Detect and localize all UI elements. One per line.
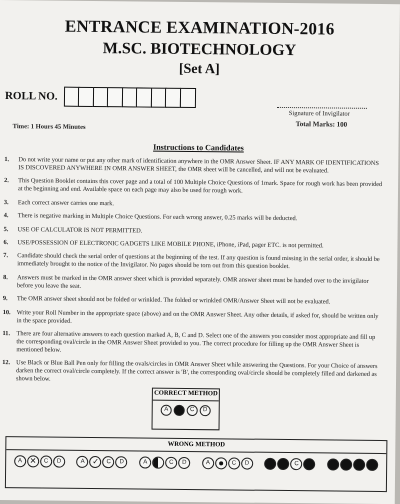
bubble-d: D [53, 456, 65, 468]
instruction-item [3, 309, 383, 329]
roll-number-label: ROLL NO. [4, 90, 58, 103]
wrong-method-label: WRONG METHOD [6, 437, 386, 454]
ring-bubble: C [291, 458, 303, 470]
instruction-number: 4. [3, 212, 9, 220]
instruction-item [4, 226, 384, 238]
exam-time: Time: 1 Hours 45 Minutes [12, 123, 86, 131]
filled-bubble [366, 459, 378, 471]
ticked-bubble [90, 456, 102, 468]
exam-subject: M.SC. BIOTECHNOLOGY [102, 40, 297, 60]
correct-method-box [152, 388, 220, 431]
dotted-bubble [215, 457, 227, 469]
instruction-text: Candidate should check the serial order of questions at the beginning of the test. If any question is found missing in the serial order, it should be immediately brought to the notice of the Invigilator. No pages should be torn out from this question booklet. [17, 252, 380, 271]
bubble-d: D [200, 405, 211, 416]
bubble-c: C [40, 455, 52, 467]
bubble-a: A [77, 456, 89, 468]
instruction-text: Answers must be marked in the OMR answer sheet which is provided separately. OMR answer sheet must be handed over to the invigilator before you leave the seat. [16, 273, 369, 290]
instruction-number: 6. [3, 239, 9, 247]
bubble-b-filled: B [174, 404, 185, 415]
wrong-method-box [5, 436, 388, 492]
bubble-a: A [139, 456, 151, 468]
signature-line [277, 107, 367, 109]
wrong-example-4 [202, 457, 253, 470]
filled-bubble [265, 458, 277, 470]
instruction-text: There are four alternative answers to each question marked A, B, C and D. Select one of the answers you consider most appropriate and fill up the corresponding oval/circle in the OMR Answer Sheet provided to you. The correct procedure for filling up the OMR Answer Sheet is mentioned below. [16, 330, 376, 354]
instruction-text: Use Black or Blue Ball Pen only for filling the ovals/circles in OMR Answer Sheet while answering the Questions. For your Choice of answers darken the correct oval/circle completely. If the correct answer is 'B', the corresponding oval/circle should be completely filled and darkened as shown below. [15, 359, 378, 383]
wrong-example-2 [77, 456, 128, 469]
roll-number-box [179, 88, 195, 108]
instruction-number: 7. [3, 252, 9, 260]
instructions-list [2, 156, 384, 393]
total-marks: Total Marks: 100 [295, 120, 348, 129]
bubble-a: A [161, 404, 172, 415]
instruction-number: 2. [4, 177, 9, 185]
crossed-bubble [27, 455, 39, 467]
instruction-item [2, 359, 382, 387]
correct-method-bubbles [153, 404, 219, 416]
instruction-item [4, 156, 384, 176]
instruction-number: 11. [2, 329, 11, 338]
bubble-c: C [103, 456, 115, 468]
filled-bubble [327, 458, 339, 470]
wrong-example-1 [14, 455, 65, 468]
exam-set: [Set A] [178, 61, 220, 78]
wrong-example-3 [139, 456, 190, 469]
roll-number-field [5, 86, 194, 108]
bubble-d: D [241, 458, 253, 470]
instruction-item [3, 295, 383, 307]
instruction-item [2, 330, 382, 358]
instruction-item [4, 199, 384, 211]
bubble-c: C [187, 404, 198, 415]
bubble-c: C [165, 457, 177, 469]
instruction-item [3, 239, 383, 251]
instruction-number: 10. [2, 308, 11, 316]
filled-bubble [353, 459, 365, 471]
instruction-item [3, 274, 383, 294]
instruction-text: The OMR answer sheet should not be folded or wrinkled. The folded or wrinkled OMR/Answer Sheet will not be evaluated. [16, 295, 331, 306]
roll-number-boxes [63, 87, 194, 108]
bubble-a: A [14, 455, 26, 467]
instruction-number: 12. [2, 359, 11, 367]
instruction-number: 3. [3, 198, 9, 206]
instruction-text: Each correct answer carries one mark. [17, 198, 115, 207]
bubble-c: C [228, 457, 240, 469]
bubble-a: A [202, 457, 214, 469]
instruction-text: USE OF CALCULATOR IS NOT PERMITTED. [17, 225, 143, 235]
instruction-number: 1. [4, 156, 10, 164]
instruction-item [3, 252, 383, 272]
instruction-text: Write your Roll Number in the appropriate space (above) and on the OMR Answer Sheet. Any other details, if asked for, should be written only in the space provided. [16, 308, 379, 325]
bubble-d: D [116, 456, 128, 468]
instruction-text: USE/POSSESSION OF ELECTRONIC GADGETS LIKE MOBILE PHONE, iPhone, iPad, pager ETC. is not permitted. [17, 239, 324, 250]
instruction-item [4, 212, 384, 224]
instruction-item [4, 177, 384, 197]
half-filled-bubble [152, 457, 164, 469]
filled-bubble [340, 459, 352, 471]
exam-title: ENTRANCE EXAMINATION-2016 [64, 16, 335, 39]
filled-bubble [278, 458, 290, 470]
instruction-text: Do not write your name or put any other mark of identification anywhere in the OMR Answer Sheet. IF ANY MARK OF IDENTIFICATIONS IS DISCOVERED ANYWHERE IN OMR ANSWER SHEET, the OMR sheet will be cancelled, and will not be evaluated. [18, 156, 379, 175]
wrong-example-6 [327, 458, 378, 471]
instruction-number: 5. [3, 225, 9, 233]
wrong-example-5 [265, 458, 316, 471]
instruction-number: 9. [2, 295, 8, 303]
instruction-text: There is negative marking in Multiple Choice Questions. For each wrong answer, 0.25 marks will be deducted. [17, 212, 298, 223]
correct-method-label: CORRECT METHOD [153, 389, 219, 401]
signature-label: Signature of Invigilator [288, 110, 350, 118]
instructions-title: Instructions to Candidates [153, 142, 244, 153]
instruction-number: 8. [3, 273, 8, 281]
bubble-d: D [178, 457, 190, 469]
filled-bubble [304, 458, 316, 470]
wrong-method-examples [6, 455, 386, 471]
instruction-text: This Question Booklet contains this cover page and a total of 100 Multiple Choice Questions of 1mark. Space for rough work has been provided at the beginning and end. Available space on each page may also be used for rough work. [17, 177, 383, 195]
